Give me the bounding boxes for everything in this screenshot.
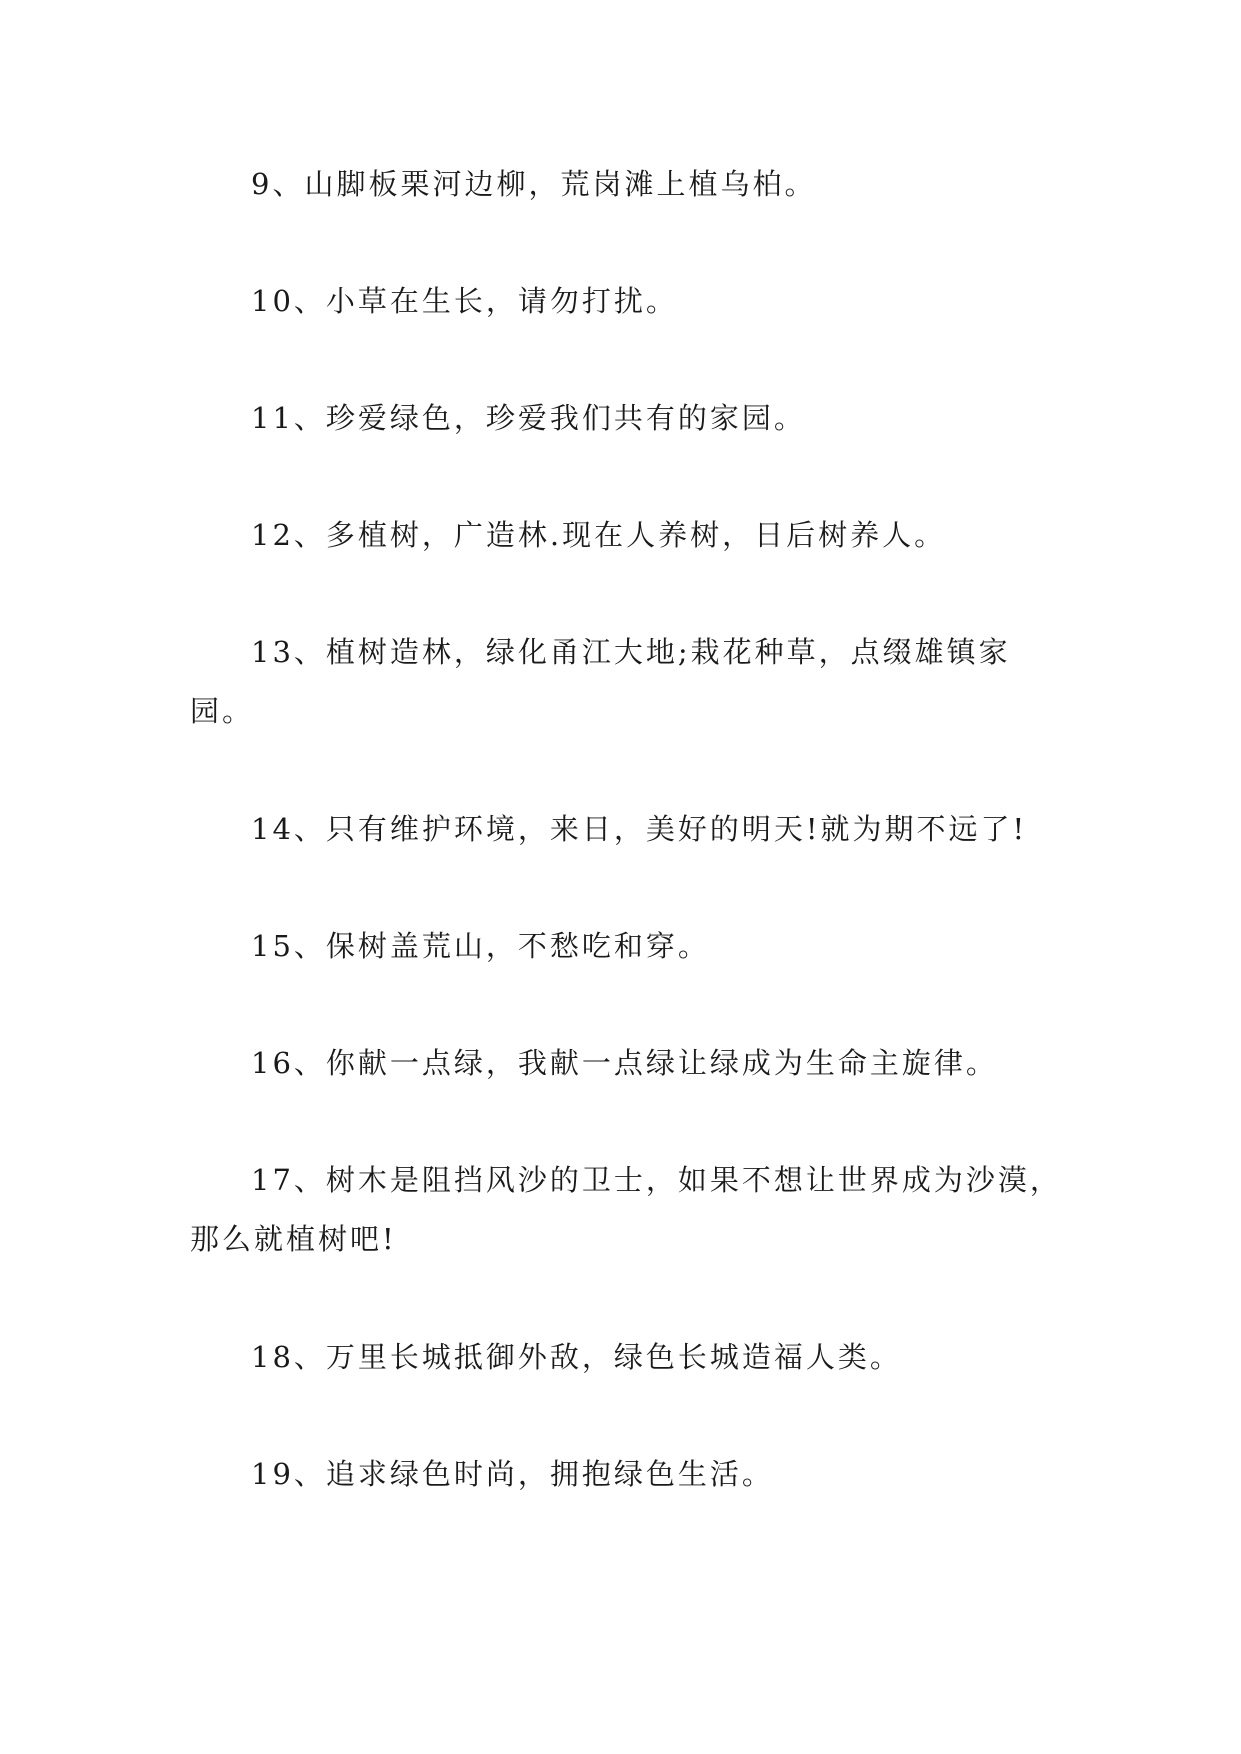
slogan-item-16: 16、你献一点绿，我献一点绿让绿成为生命主旋律。 — [251, 1046, 998, 1080]
slogan-item-12: 12、多植树，广造林.现在人养树，日后树养人。 — [251, 518, 947, 552]
slogan-item-10: 10、小草在生长，请勿打扰。 — [251, 284, 678, 318]
slogan-item-17: 17、树木是阻挡风沙的卫士，如果不想让世界成为沙漠，那么就植树吧! — [190, 1163, 1062, 1256]
slogan-item-9: 9、山脚板栗河边柳，荒岗滩上植乌柏。 — [251, 167, 817, 201]
slogan-item-19: 19、追求绿色时尚，拥抱绿色生活。 — [251, 1457, 774, 1491]
slogan-item-13: 13、植树造林，绿化甬江大地;栽花种草，点缀雄镇家园。 — [190, 635, 1011, 728]
slogan-item-14: 14、只有维护环境，来日，美好的明天!就为期不远了! — [251, 812, 1028, 846]
slogan-item-15: 15、保树盖荒山，不愁吃和穿。 — [251, 929, 710, 963]
slogan-item-18: 18、万里长城抵御外敌，绿色长城造福人类。 — [251, 1340, 902, 1374]
slogan-item-11: 11、珍爱绿色，珍爱我们共有的家园。 — [251, 401, 806, 435]
